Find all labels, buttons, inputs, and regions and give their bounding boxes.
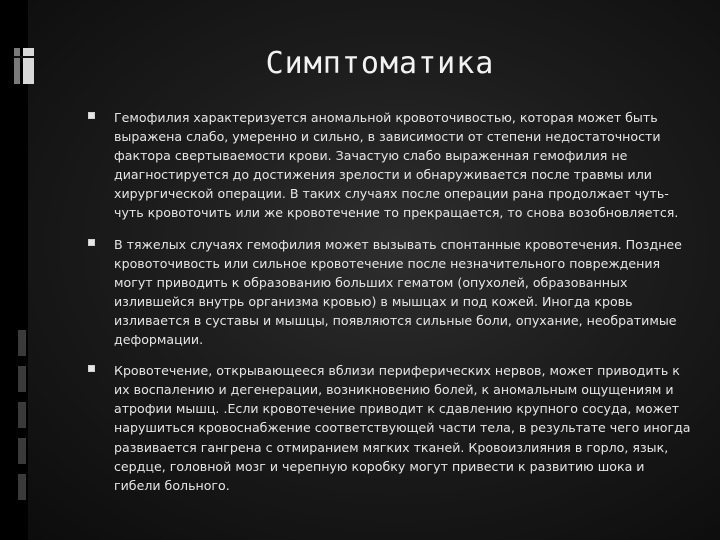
bullet-list bbox=[88, 108, 692, 507]
square-bullet-icon bbox=[88, 365, 95, 372]
slide-title: Симптоматика bbox=[265, 46, 495, 81]
stripe-decoration-icon bbox=[14, 48, 34, 84]
bottom-stripe-decoration bbox=[18, 330, 28, 530]
bullet-text: Кровотечение, открывающееся вблизи периферических нервов, может приводить к их воспалению и дегенерации, возникновению болей, к аномальным ощущениям и атрофии мышц. .Если кровотечение приводит к сдавлению крупного сосуда, может нарушиться кровоснабжение соответствующей части тела, в результате чего иногда развивается гангрена с отмиранием мягких тканей. Кровоизлияния в горло, язык, сердце, головной мозг и черепную коробку могут привести к развитию шока и гибели больного. bbox=[114, 363, 691, 493]
bullet-item bbox=[88, 108, 692, 223]
bullet-text: В тяжелых случаях гемофилия может вызывать спонтанные кровотечения. Позднее кровоточивость или сильное кровотечение после незначительного повреждения могут приводить к образованию больших гематом (опухолей, образованных излившейся внутрь организма кровью) в мышцах и под кожей. Иногда кровь изливается в суставы и мышцы, появляются сильные боли, опухание, необратимые деформации. bbox=[114, 236, 682, 348]
bullet-item bbox=[88, 361, 692, 495]
bullet-item bbox=[88, 235, 692, 350]
square-bullet-icon bbox=[88, 112, 95, 119]
bullet-text: Гемофилия характеризуется аномальной кровоточивостью, которая может быть выражена слабо, умеренно и сильно, в зависимости от степени недостаточности фактора свертываемости крови. Зачастую слабо выраженная гемофилия не диагностируется до достижения зрелости и обнаруживается после травмы или хирургической операции. В таких случаях после операции рана продолжает чуть-чуть кровоточить или же кровотечение то прекращается, то снова возобновляется. bbox=[114, 110, 679, 221]
square-bullet-icon bbox=[88, 239, 95, 246]
